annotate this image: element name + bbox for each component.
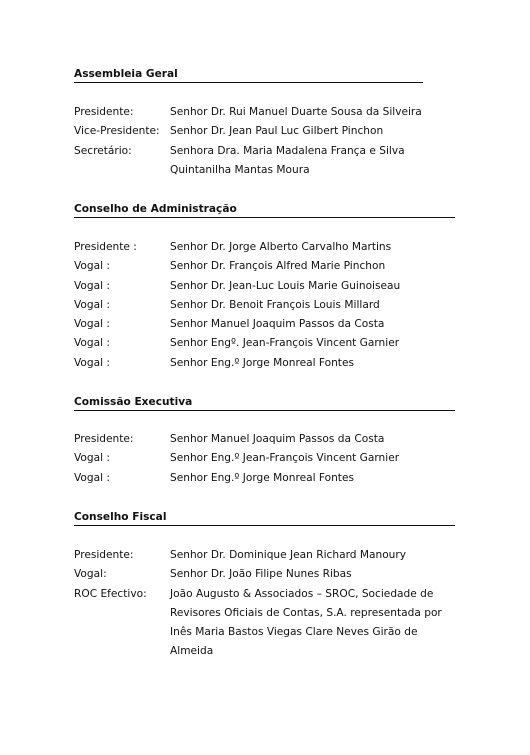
member-role: Vogal : xyxy=(74,471,111,484)
member-role: Secretário: xyxy=(74,144,132,157)
member-role: Vogal : xyxy=(74,298,111,311)
member-role: Presidente: xyxy=(74,549,134,561)
section-conselho-fiscal xyxy=(74,510,455,658)
section-heading: Conselho Fiscal xyxy=(74,510,455,526)
member-name: Senhor Eng.º Jorge Monreal Fontes xyxy=(170,356,354,369)
member-name: Almeida xyxy=(170,645,214,658)
member-role: Vogal : xyxy=(74,279,111,292)
member-role: Vice-Presidente: xyxy=(74,125,160,138)
member-role: Vogal: xyxy=(74,568,107,581)
member-name: Senhor Dr. Dominique Jean Richard Manoury xyxy=(170,549,407,561)
member-name: Senhor Dr. François Alfred Marie Pinchon xyxy=(170,260,386,273)
member-name: Senhor Eng.º Jean-François Vincent Garnier xyxy=(170,452,400,465)
member-name: Inês Maria Bastos Viegas Clare Neves Girão de xyxy=(170,626,418,639)
member-name: Senhor Engº. Jean-François Vincent Garnier xyxy=(170,337,400,350)
member-name: Senhor Dr. Jorge Alberto Carvalho Martins xyxy=(170,241,392,253)
member-name: Revisores Oficiais de Contas, S.A. representada por xyxy=(170,606,442,619)
member-name: Quintanilha Mantas Moura xyxy=(170,163,310,176)
member-role: Vogal : xyxy=(74,356,111,369)
member-role: Presidente : xyxy=(74,241,137,253)
member-role: ROC Efectivo: xyxy=(74,587,147,600)
member-name: Senhor Manuel Joaquim Passos da Costa xyxy=(170,318,385,331)
member-role: Presidente: xyxy=(74,106,134,118)
member-role: Vogal : xyxy=(74,452,111,465)
member-name: Senhor Dr. Jean Paul Luc Gilbert Pinchon xyxy=(170,125,384,138)
member-name: Senhor Dr. Rui Manuel Duarte Sousa da Silveira xyxy=(170,106,422,118)
section-conselho-administracao xyxy=(74,202,455,369)
member-name: Senhor Eng.º Jorge Monreal Fontes xyxy=(170,471,354,484)
member-name: Senhor Dr. João Filipe Nunes Ribas xyxy=(170,568,352,581)
section-comissao-executiva xyxy=(74,395,455,484)
member-role: Vogal : xyxy=(74,337,111,350)
member-name: Senhor Dr. Jean-Luc Louis Marie Guinoiseau xyxy=(170,279,401,292)
section-heading: Assembleia Geral xyxy=(74,67,423,83)
section-heading: Comissão Executiva xyxy=(74,395,455,411)
section-assembleia-geral xyxy=(74,67,423,176)
member-name: Senhor Dr. Benoit François Louis Millard xyxy=(170,298,380,311)
member-role: Vogal : xyxy=(74,260,111,273)
member-name: João Augusto & Associados – SROC, Sociedade de xyxy=(170,587,434,600)
section-heading: Conselho de Administração xyxy=(74,202,455,218)
member-name: Senhor Manuel Joaquim Passos da Costa xyxy=(170,433,385,445)
member-role: Presidente: xyxy=(74,433,134,445)
member-role: Vogal : xyxy=(74,318,111,331)
member-name: Senhora Dra. Maria Madalena França e Silva xyxy=(170,144,405,157)
